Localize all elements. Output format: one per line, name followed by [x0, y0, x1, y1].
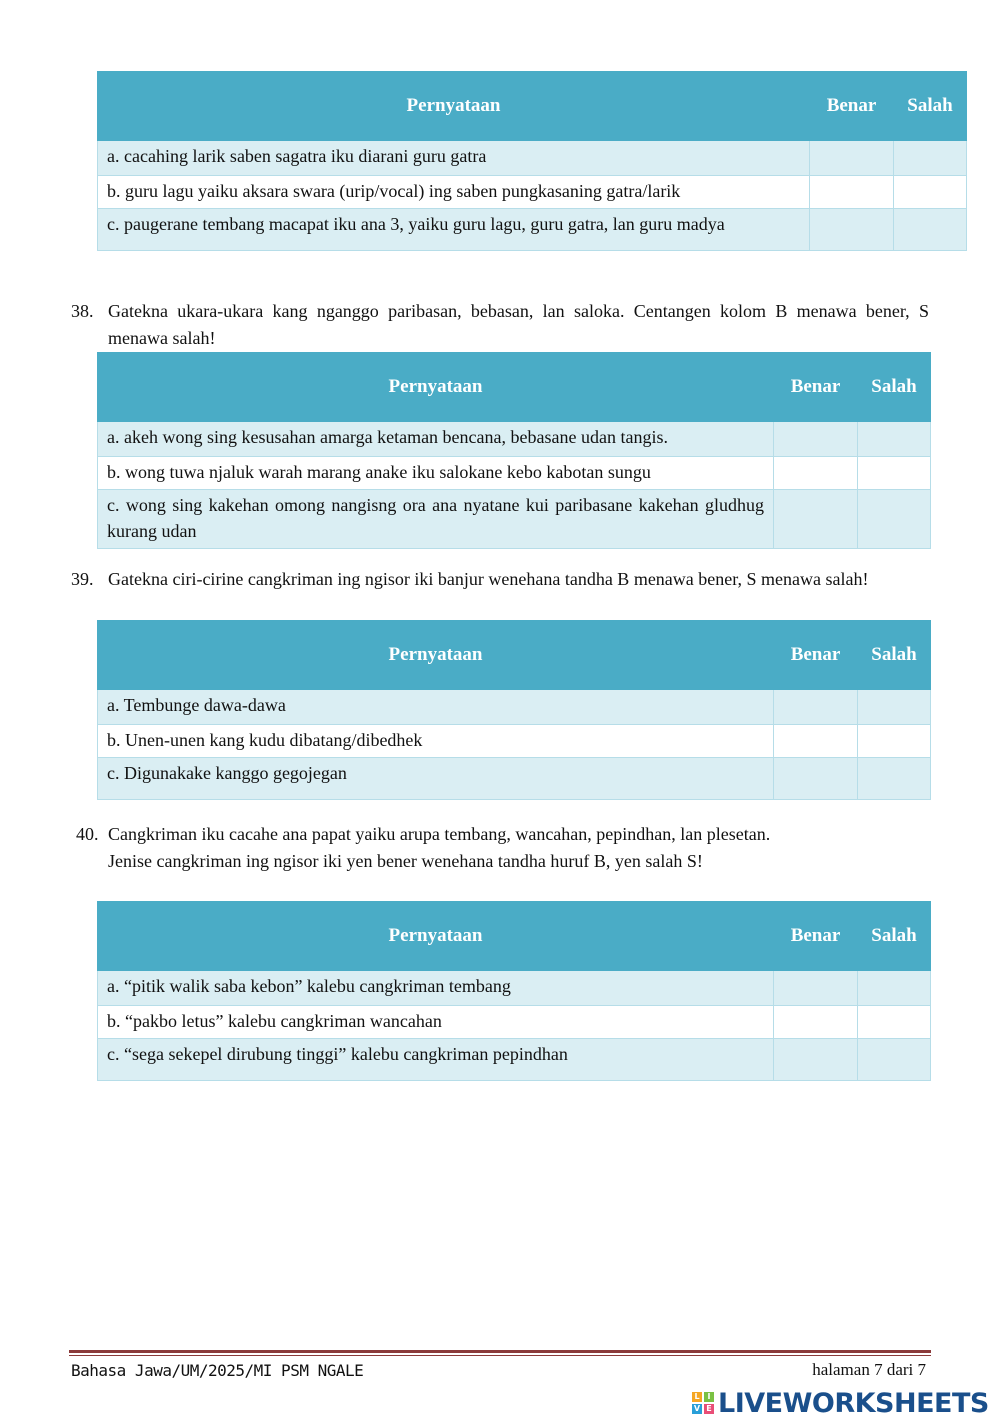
footer-rule-thin — [69, 1355, 931, 1356]
question-text: Gatekna ciri-cirine cangkriman ing ngisor iki banjur wenehana tandha B menawa bener, S menawa salah! — [108, 569, 869, 589]
table-header-row — [98, 902, 931, 971]
statement-text: b. wong tuwa njaluk warah marang anake iku salokane kebo kabotan sungu — [98, 457, 774, 490]
true-cell[interactable] — [774, 725, 858, 758]
grid-letter: E — [704, 1404, 714, 1414]
table-row — [98, 758, 931, 800]
liveworksheets-logo[interactable] — [692, 1388, 989, 1418]
footer-course-code: Bahasa Jawa/UM/2025/MI PSM NGALE — [71, 1361, 364, 1380]
statement-table-37 — [97, 71, 967, 251]
footer-rule-thick — [69, 1350, 931, 1353]
statement-table-38 — [97, 352, 931, 549]
false-cell[interactable] — [858, 1039, 931, 1081]
true-cell[interactable] — [810, 141, 894, 176]
statement-text: a. Tembunge dawa-dawa — [98, 690, 774, 725]
false-cell[interactable] — [858, 1006, 931, 1039]
false-cell[interactable] — [858, 690, 931, 725]
table-header-row — [98, 621, 931, 690]
false-cell[interactable] — [858, 725, 931, 758]
table-row — [98, 490, 931, 549]
header-true: Benar — [810, 72, 894, 141]
header-true: Benar — [774, 353, 858, 422]
header-false: Salah — [858, 621, 931, 690]
statement-text: b. “pakbo letus” kalebu cangkriman wancahan — [98, 1006, 774, 1039]
false-cell[interactable] — [858, 422, 931, 457]
header-false: Salah — [858, 902, 931, 971]
true-cell[interactable] — [774, 971, 858, 1006]
statement-text: a. akeh wong sing kesusahan amarga ketaman bencana, bebasane udan tangis. — [98, 422, 774, 457]
true-cell[interactable] — [774, 457, 858, 490]
true-cell[interactable] — [774, 690, 858, 725]
statement-text: b. Unen-unen kang kudu dibatang/dibedhek — [98, 725, 774, 758]
false-cell[interactable] — [858, 971, 931, 1006]
statement-text: b. guru lagu yaiku aksara swara (urip/vocal) ing saben pungkasaning gatra/larik — [98, 176, 810, 209]
header-statement: Pernyataan — [98, 72, 810, 141]
statement-table-39 — [97, 620, 931, 800]
table-row — [98, 209, 967, 251]
false-cell[interactable] — [858, 758, 931, 800]
statement-text: c. paugerane tembang macapat iku ana 3, yaiku guru lagu, guru gatra, lan guru madya — [98, 209, 810, 251]
true-cell[interactable] — [774, 758, 858, 800]
liveworksheets-grid-icon — [692, 1392, 714, 1414]
header-statement: Pernyataan — [98, 621, 774, 690]
statement-text: c. wong sing kakehan omong nangisng ora ana nyatane kui paribasane kakehan gludhug kurang udan — [98, 490, 774, 549]
question-38 — [71, 298, 929, 352]
table-header-row — [98, 353, 931, 422]
table-row — [98, 141, 967, 176]
question-text-line2: Jenise cangkriman ing ngisor iki yen bener wenehana tandha huruf B, yen salah S! — [108, 851, 703, 871]
question-text-line1: Cangkriman iku cacahe ana papat yaiku arupa tembang, wancahan, pepindhan, lan plesetan. — [108, 824, 771, 844]
header-statement: Pernyataan — [98, 902, 774, 971]
false-cell[interactable] — [858, 457, 931, 490]
question-number: 39. — [71, 569, 94, 589]
true-cell[interactable] — [774, 490, 858, 549]
statement-text: a. “pitik walik saba kebon” kalebu cangkriman tembang — [98, 971, 774, 1006]
false-cell[interactable] — [894, 209, 967, 251]
grid-letter: I — [704, 1392, 714, 1402]
question-40 — [76, 821, 936, 875]
header-true: Benar — [774, 902, 858, 971]
header-true: Benar — [774, 621, 858, 690]
question-number: 40. — [76, 824, 99, 844]
true-cell[interactable] — [774, 422, 858, 457]
true-cell[interactable] — [810, 176, 894, 209]
table-row — [98, 1039, 931, 1081]
footer-page-number: halaman 7 dari 7 — [812, 1360, 926, 1379]
statement-table-40 — [97, 901, 931, 1081]
true-cell[interactable] — [810, 209, 894, 251]
true-cell[interactable] — [774, 1039, 858, 1081]
header-statement: Pernyataan — [98, 353, 774, 422]
question-number: 38. — [71, 301, 94, 321]
table-header-row — [98, 72, 967, 141]
question-39 — [71, 566, 929, 593]
table-row — [98, 176, 967, 209]
header-false: Salah — [894, 72, 967, 141]
table-row — [98, 725, 931, 758]
grid-letter: V — [693, 1404, 701, 1413]
statement-text: a. cacahing larik saben sagatra iku diarani guru gatra — [98, 141, 810, 176]
statement-text: c. Digunakake kanggo gegojegan — [98, 758, 774, 800]
false-cell[interactable] — [858, 490, 931, 549]
true-cell[interactable] — [774, 1006, 858, 1039]
table-row — [98, 690, 931, 725]
liveworksheets-wordmark: LIVEWORKSHEETS — [718, 1387, 989, 1419]
grid-letter: L — [692, 1392, 702, 1402]
table-row — [98, 422, 931, 457]
header-false: Salah — [858, 353, 931, 422]
table-row — [98, 971, 931, 1006]
statement-text: c. “sega sekepel dirubung tinggi” kalebu cangkriman pepindhan — [98, 1039, 774, 1081]
table-row — [98, 457, 931, 490]
false-cell[interactable] — [894, 141, 967, 176]
false-cell[interactable] — [894, 176, 967, 209]
table-row — [98, 1006, 931, 1039]
question-text: Gatekna ukara-ukara kang nganggo paribasan, bebasan, lan saloka. Centangen kolom B menawa bener, S menawa salah! — [108, 301, 929, 348]
